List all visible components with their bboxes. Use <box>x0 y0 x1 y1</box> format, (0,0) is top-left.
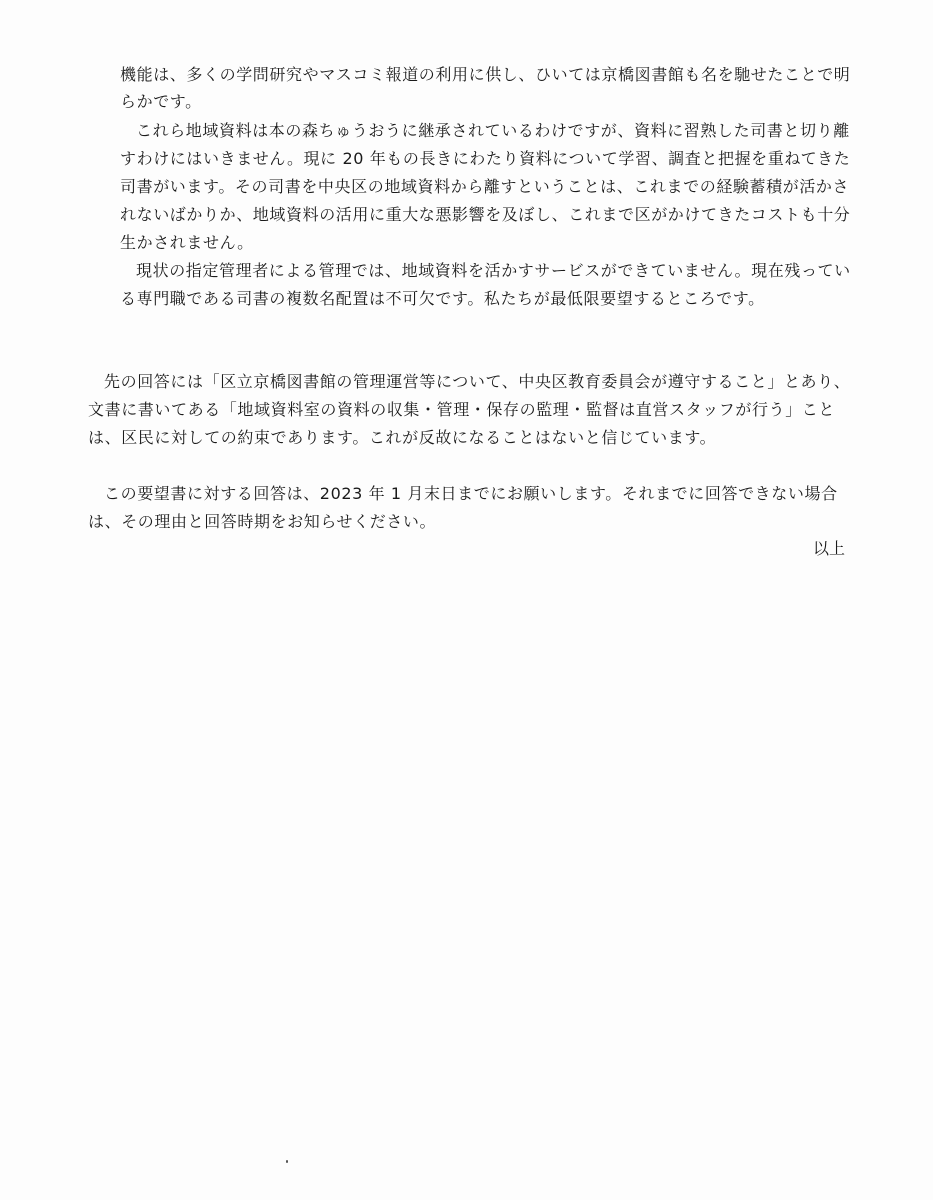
paragraph-3-line-2: る専門職である司書の複数名配置は不可欠です。私たちが最低限要望するところです。 <box>120 289 765 308</box>
paragraph-2-line-5: 生かされません。 <box>120 233 254 252</box>
scan-speck <box>286 1160 288 1163</box>
paragraph-2-line-4: れないばかりか、地域資料の活用に重大な悪影響を及ぼし、これまで区がかけてきたコストも十分 <box>120 205 851 224</box>
paragraph-1-line-2: らかです。 <box>120 92 202 111</box>
paragraph-3-line-1: 現状の指定管理者による管理では、地域資料を活かすサービスができていません。現在残ってい <box>136 261 851 280</box>
paragraph-4-line-2: 文書に書いてある「地域資料室の資料の収集・管理・保存の監理・監督は直営スタッフが行う」こと <box>88 400 836 419</box>
paragraph-2-line-2: すわけにはいきません。現に 20 年もの長きにわたり資料について学習、調査と把握を重ねてきた <box>120 149 851 168</box>
closing-ijou: 以上 <box>813 539 846 558</box>
paragraph-2-line-1: これら地域資料は本の森ちゅうおうに継承されているわけですが、資料に習熟した司書と切り離 <box>136 121 850 140</box>
paragraph-5-line-2: は、その理由と回答時期をお知らせください。 <box>88 512 437 531</box>
paragraph-2-line-3: 司書がいます。その司書を中央区の地域資料から離すということは、これまでの経験蓄積が活かさ <box>120 177 850 196</box>
paragraph-4-line-3: は、区民に対しての約束であります。これが反故になることはないと信じています。 <box>88 428 717 447</box>
paragraph-5-line-1: この要望書に対する回答は、2023 年 1 月末日までにお願いします。それまでに回答できない場合 <box>104 484 838 503</box>
paragraph-4-line-1: 先の回答には「区立京橋図書館の管理運営等について、中央区教育委員会が遵守すること」とあり、 <box>104 372 851 391</box>
paragraph-1-line-1: 機能は、多くの学問研究やマスコミ報道の利用に供し、ひいては京橋図書館も名を馳せたことで明 <box>120 65 851 84</box>
